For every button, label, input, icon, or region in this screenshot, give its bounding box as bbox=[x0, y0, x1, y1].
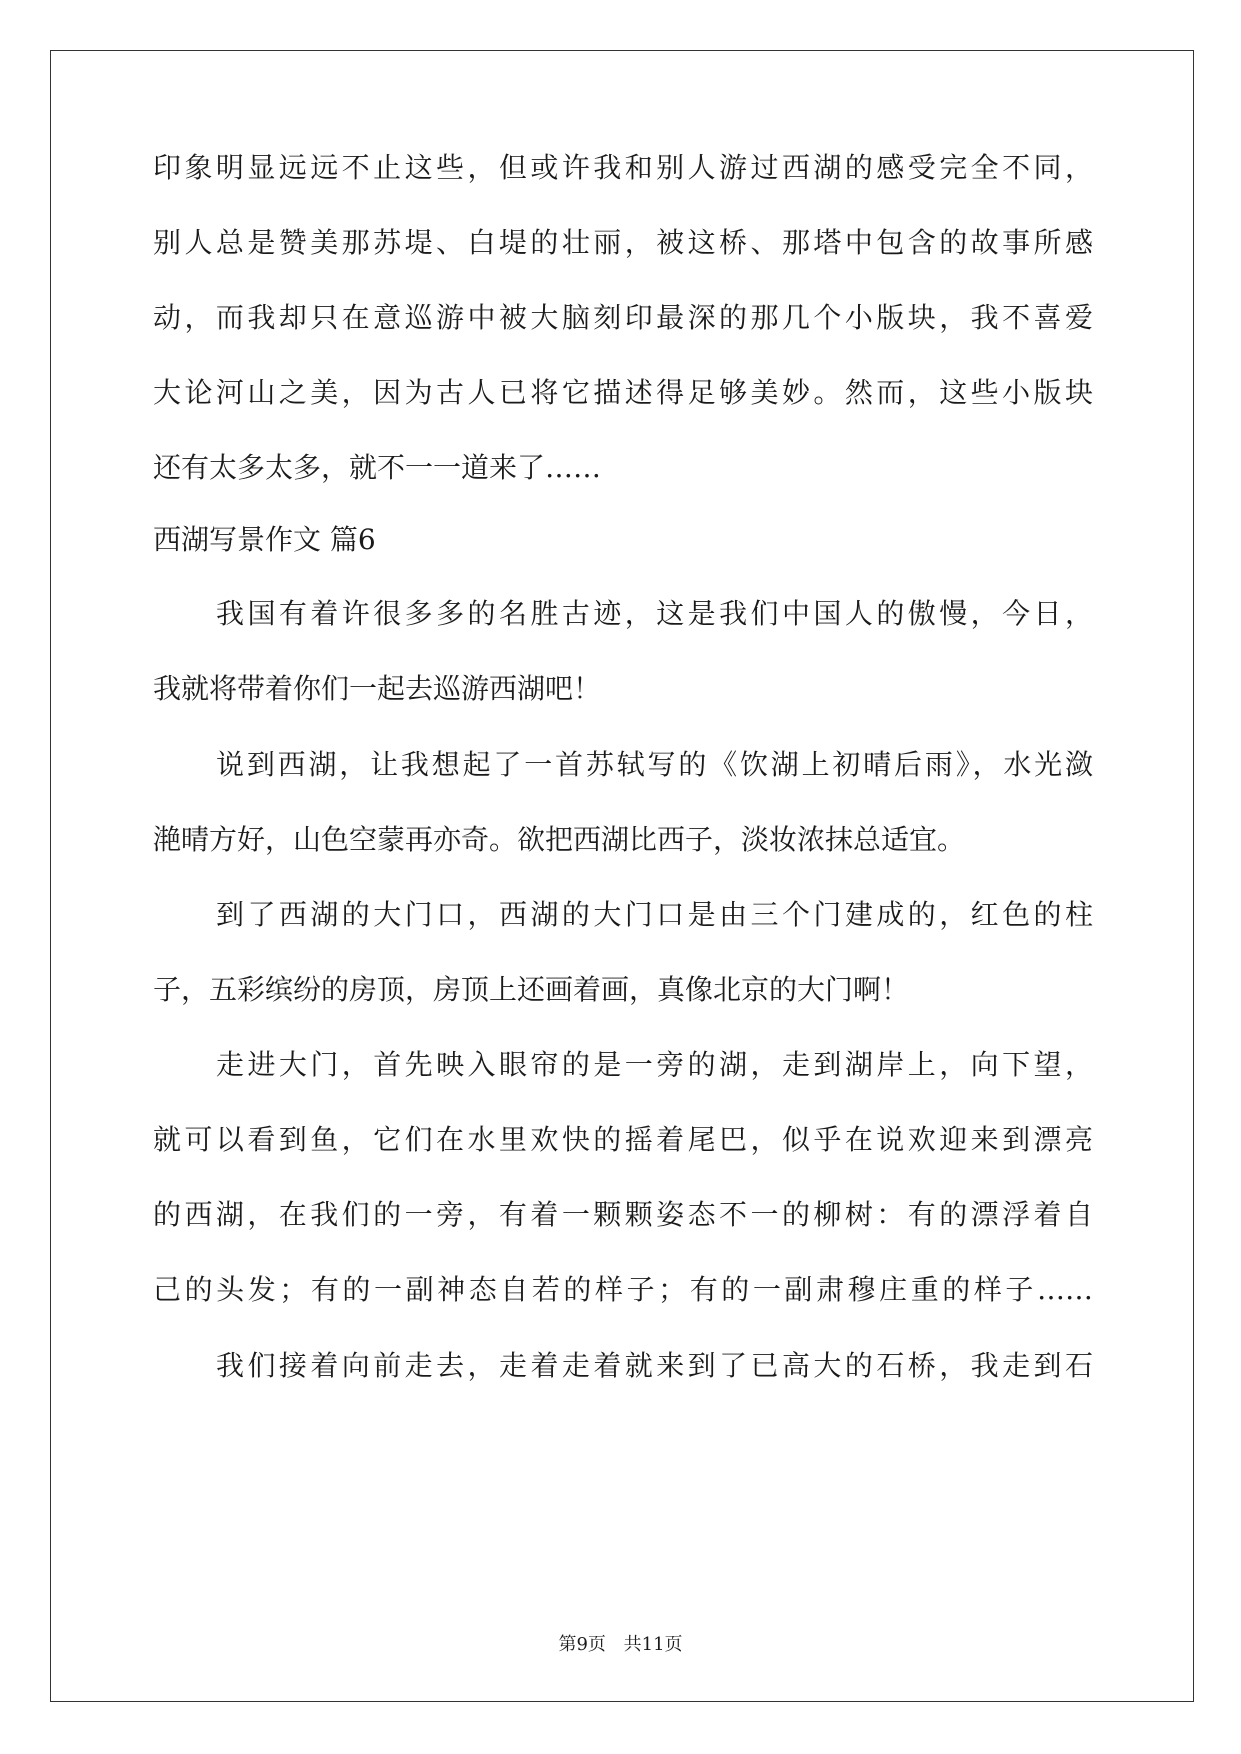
body-line: 走进大门，首先映入眼帘的是一旁的湖，走到湖岸上，向下望， bbox=[216, 1048, 1093, 1081]
section-heading: 西湖写景作文 篇6 bbox=[153, 523, 376, 556]
body-line: 我国有着许很多多的名胜古迹，这是我们中国人的傲慢，今日， bbox=[216, 597, 1093, 630]
body-line: 己的头发；有的一副神态自若的样子；有的一副肃穆庄重的样子…… bbox=[153, 1273, 1093, 1306]
body-line: 子，五彩缤纷的房顶，房顶上还画着画，真像北京的大门啊！ bbox=[153, 973, 910, 1006]
body-line: 动，而我却只在意巡游中被大脑刻印最深的那几个小版块，我不喜爱 bbox=[153, 301, 1093, 334]
body-line: 我就将带着你们一起去巡游西湖吧！ bbox=[153, 672, 602, 705]
page-number: 第9页 bbox=[558, 1634, 606, 1655]
body-line: 到了西湖的大门口，西湖的大门口是由三个门建成的，红色的柱 bbox=[216, 898, 1093, 931]
page-total: 共11页 bbox=[623, 1634, 683, 1655]
body-line: 说到西湖，让我想起了一首苏轼写的《饮湖上初晴后雨》，水光潋 bbox=[216, 748, 1093, 781]
page-footer bbox=[0, 1630, 1241, 1656]
body-line: 我们接着向前走去，走着走着就来到了已高大的石桥，我走到石 bbox=[216, 1349, 1093, 1382]
body-line: 的西湖，在我们的一旁，有着一颗颗姿态不一的柳树：有的漂浮着自 bbox=[153, 1198, 1093, 1231]
body-line: 就可以看到鱼，它们在水里欢快的摇着尾巴，似乎在说欢迎来到漂亮 bbox=[153, 1123, 1093, 1156]
body-line: 还有太多太多，就不一一道来了…… bbox=[153, 451, 602, 484]
body-line: 滟晴方好，山色空蒙再亦奇。欲把西湖比西子，淡妆浓抹总适宜。 bbox=[153, 823, 966, 856]
body-line: 大论河山之美，因为古人已将它描述得足够美妙。然而，这些小版块 bbox=[153, 376, 1093, 409]
body-line: 印象明显远远不止这些，但或许我和别人游过西湖的感受完全不同， bbox=[153, 151, 1093, 184]
body-line: 别人总是赞美那苏堤、白堤的壮丽，被这桥、那塔中包含的故事所感 bbox=[153, 226, 1093, 259]
